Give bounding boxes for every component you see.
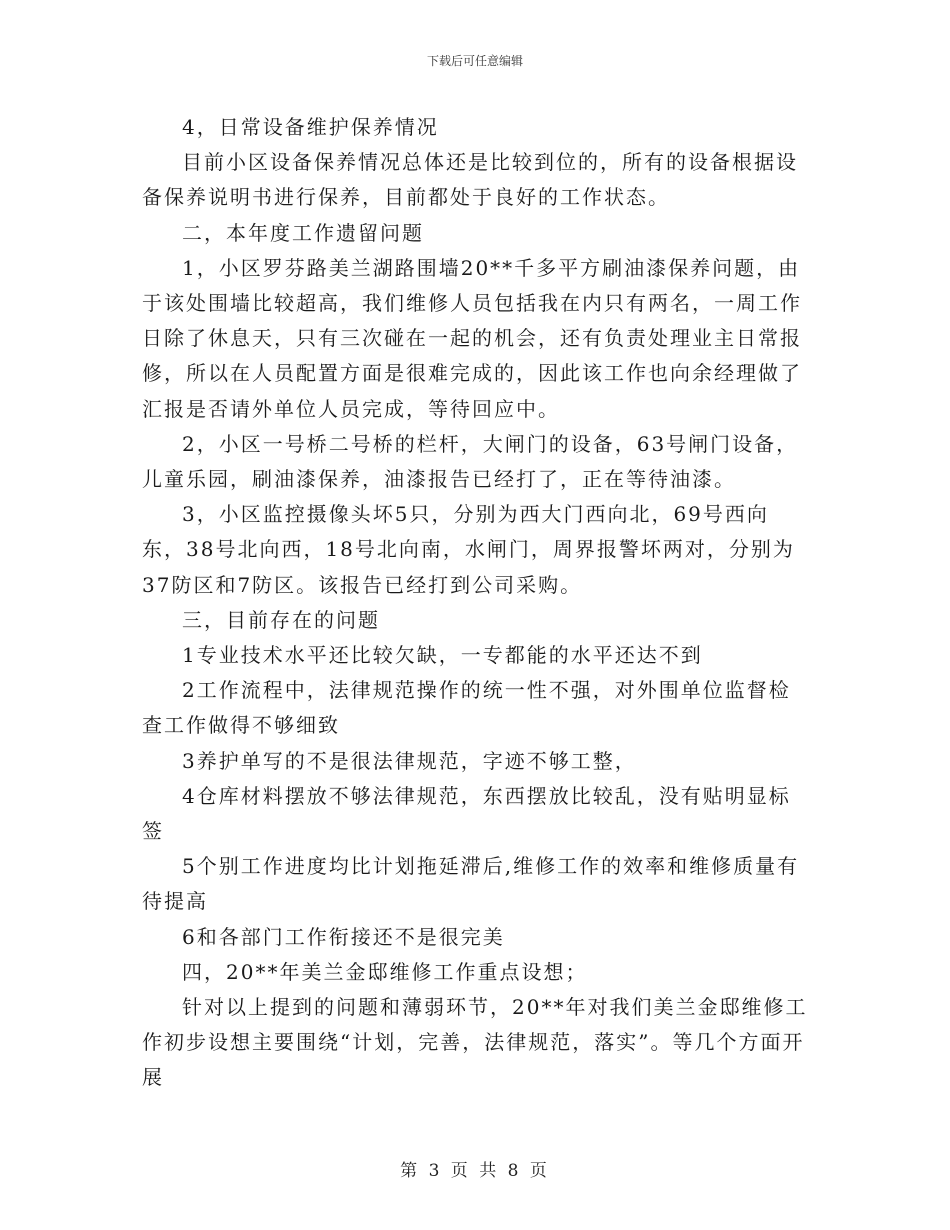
paragraph: 目前小区设备保养情况总体还是比较到位的，所有的设备根据设备保养说明书进行保养，目前都处于良好的工作状态。 [142,150,798,210]
paragraph: 1，小区罗芬路美兰湖路围墙20**千多平方刷油漆保养问题，由于该处围墙比较超高，我们维修人员包括我在内只有两名，一周工作日除了休息天，只有三次碰在一起的机会，还有负责处理业主日常报修，所以在人员配置方面是很难完成的，因此该工作也向余经理做了汇报是否请外单位人员完成，等待回应中。 [142,255,802,421]
list-item: 5个别工作进度均比计划拖延滞后,维修工作的效率和维修质量有待提高 [142,854,800,914]
list-item: 1专业技术水平还比较欠缺，一专都能的水平还达不到 [182,643,703,668]
document-body [142,110,812,1096]
list-item: 2工作流程中，法律规范操作的统一性不强，对外围单位监督检查工作做得不够细致 [142,678,791,738]
section-heading-leftover-issues: 二，本年度工作遗留问题 [182,220,424,245]
section-heading-current-problems: 三，目前存在的问题 [182,607,380,632]
paragraph: 2，小区一号桥二号桥的栏杆，大闸门的设备，63号闸门设备，儿童乐园，刷油漆保养，油漆报告已经打了，正在等待油漆。 [142,431,799,492]
list-item: 4仓库材料摆放不够法律规范，东西摆放比较乱，没有贴明显标签 [142,783,791,844]
list-item: 6和各部门工作衔接还不是很完美 [182,924,505,949]
page-header: 下载后可任意编辑 [426,54,523,68]
section-heading-maintenance: 4，日常设备维护保养情况 [182,115,439,139]
list-item: 3养护单写的不是很法律规范，字迹不够工整， [182,748,637,773]
paragraph: 3，小区监控摄像头坏5只，分别为西大门西向北，69号西向东，38号北向西，18号北向南，水闸门，周界报警坏两对，分别为37防区和7防区。该报告已经打到公司采购。 [142,502,795,597]
page-number-footer: 第 3 页 共 8 页 [400,1161,550,1181]
paragraph: 针对以上提到的问题和薄弱环节，20**年对我们美兰金邸维修工作初步设想主要围绕“计划，完善，法律规范，落实”。等几个方面开展 [142,995,808,1090]
section-heading-plans: 四，20**年美兰金邸维修工作重点设想； [182,959,588,984]
